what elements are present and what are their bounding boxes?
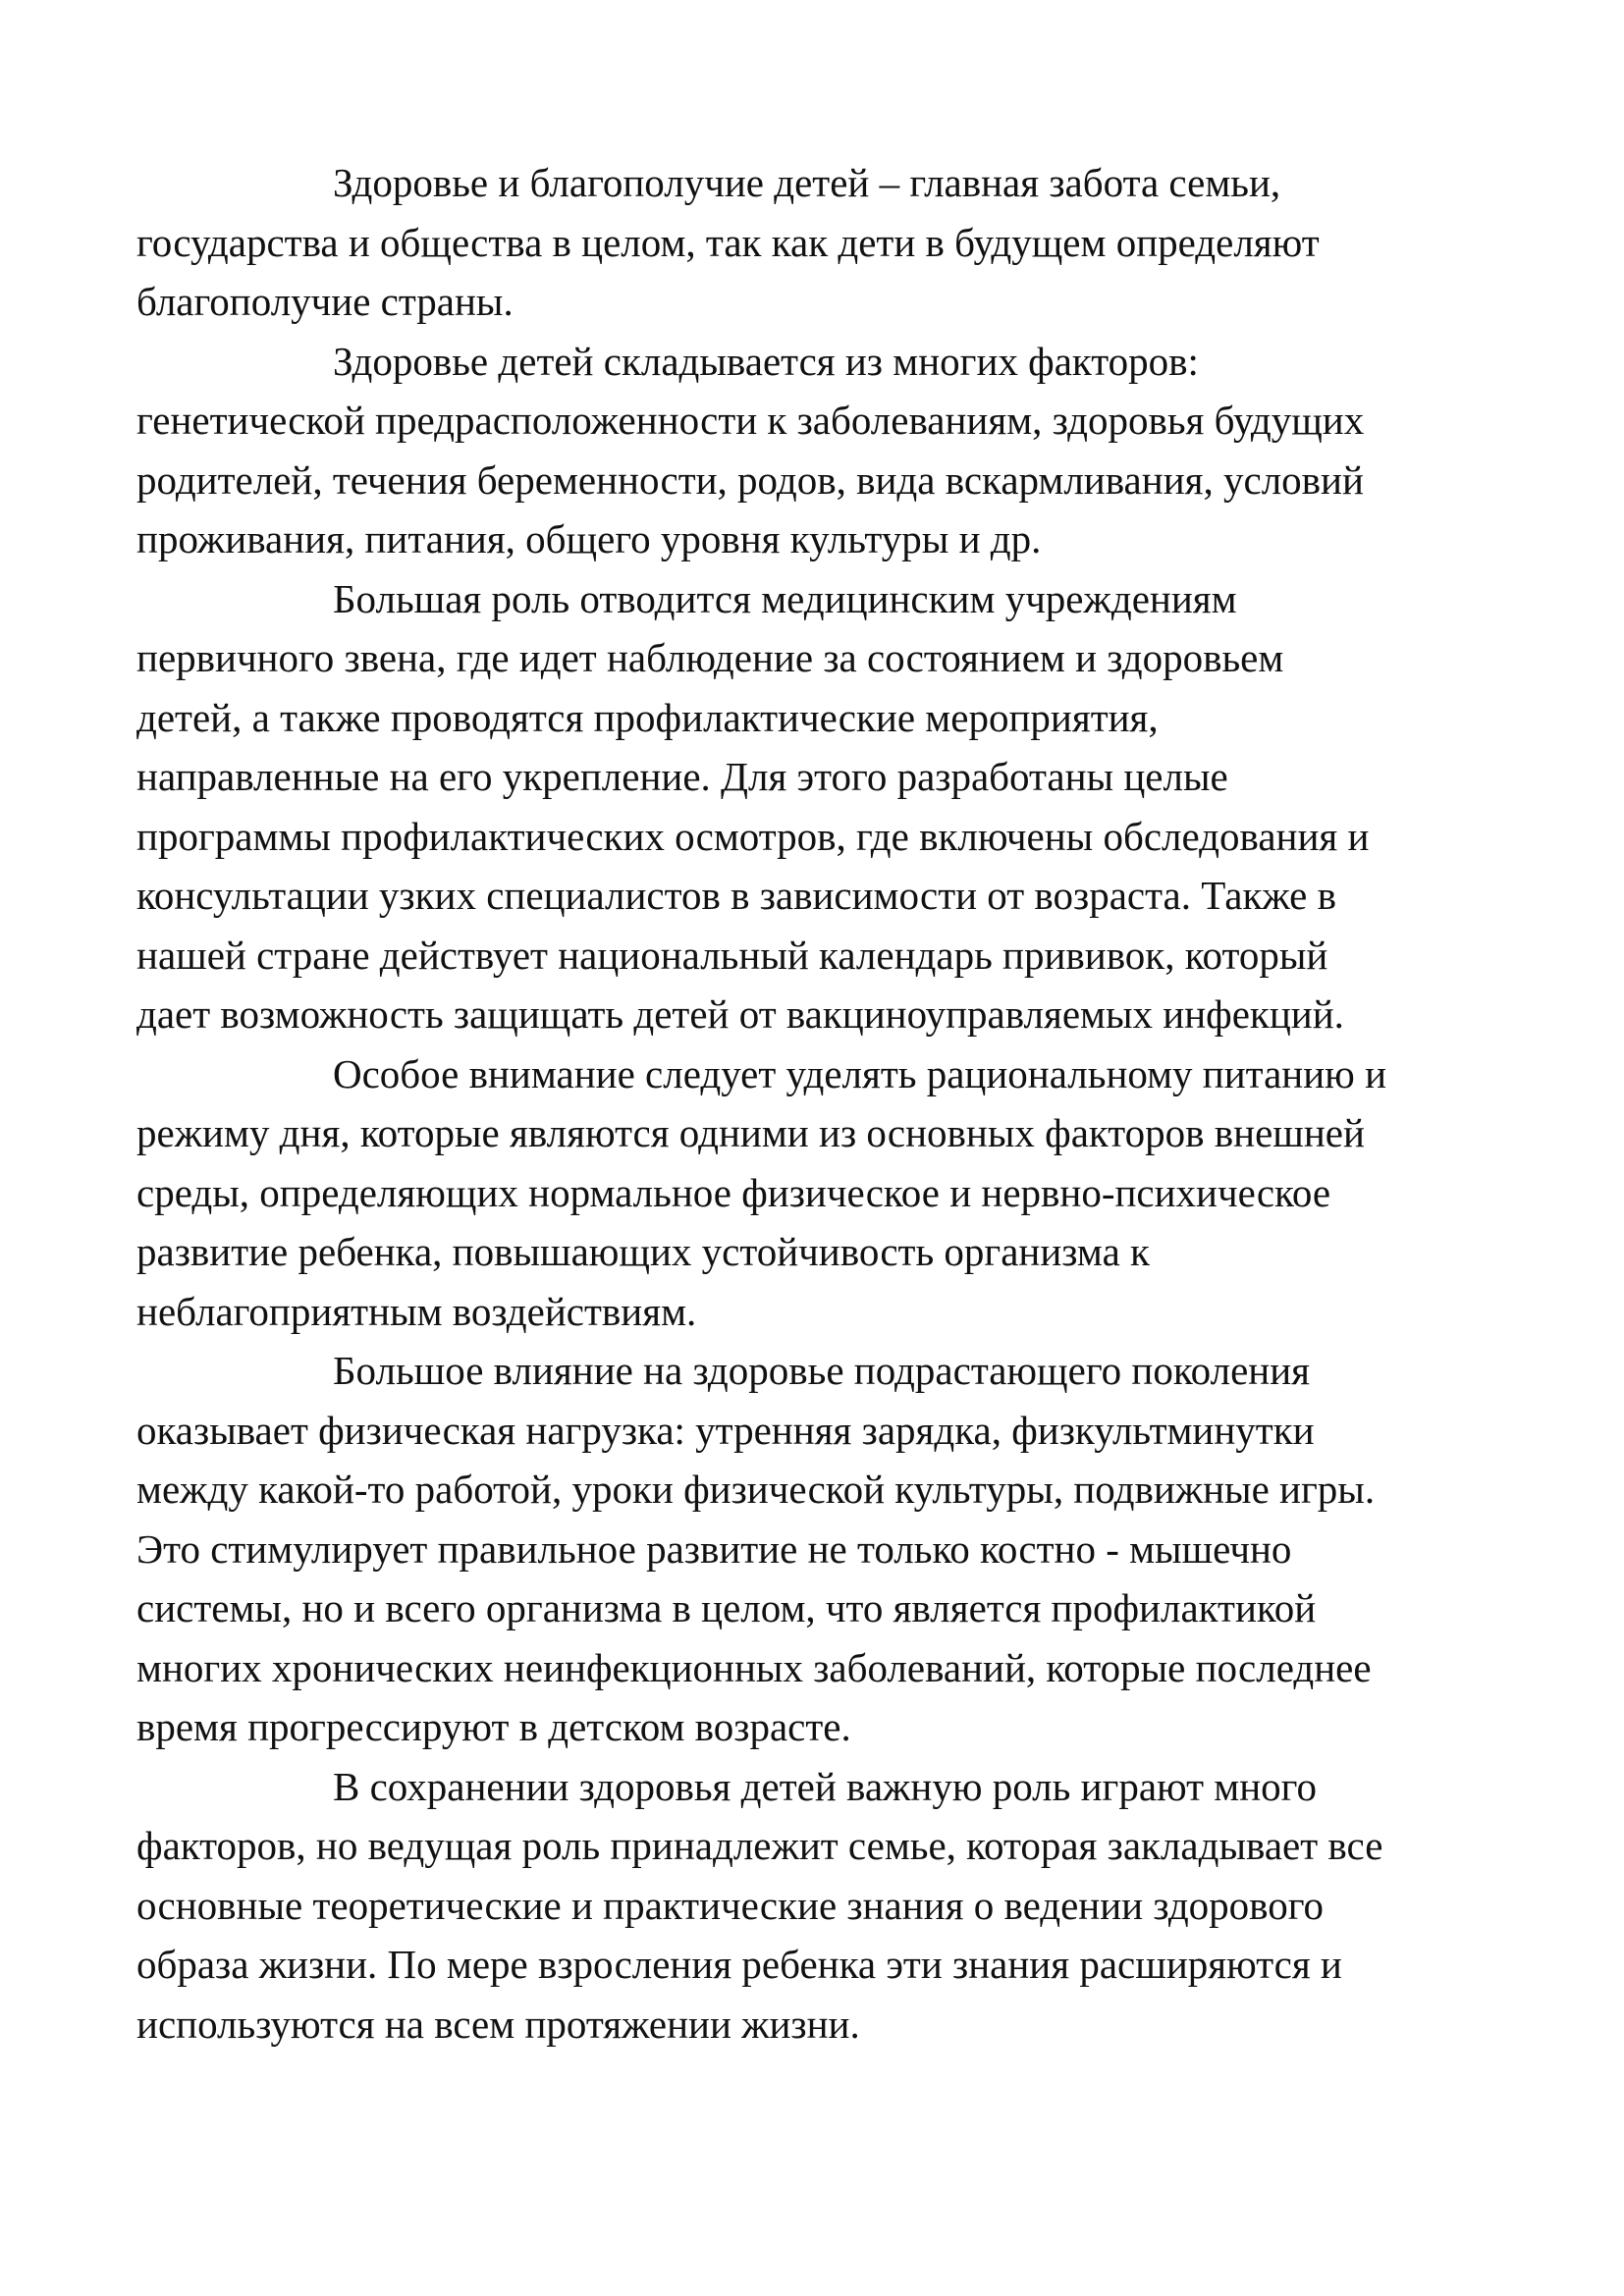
paragraph-6-line-1: В сохранении здоровья детей важную роль играют много <box>333 1763 1317 1809</box>
paragraph-4-line-4: развитие ребенка, повышающих устойчивость организма к <box>136 1229 1150 1274</box>
paragraph-6-line-4: образа жизни. По мере взросления ребенка эти знания расширяются и <box>136 1942 1342 1987</box>
document-body <box>136 153 1501 2054</box>
paragraph-5-line-2: оказывает физическая нагрузка: утренняя зарядка, физкультминутки <box>136 1407 1315 1453</box>
paragraph-5-line-3: между какой-то работой, уроки физической культуры, подвижные игры. <box>136 1467 1376 1512</box>
paragraph-3-line-7: нашей стране действует национальный календарь прививок, который <box>136 932 1328 978</box>
paragraph-3-line-1: Большая роль отводится медицинским учреждениям <box>333 575 1237 621</box>
paragraph-6-line-2: факторов, но ведущая роль принадлежит семье, которая закладывает все <box>136 1823 1383 1868</box>
paragraph-3-line-6: консультации узких специалистов в зависимости от возраста. Также в <box>136 873 1336 918</box>
paragraph-3-line-2: первичного звена, где идет наблюдение за состоянием и здоровьем <box>136 635 1284 680</box>
paragraph-4-line-5: неблагоприятным воздействиям. <box>136 1288 697 1334</box>
paragraph-5-line-5: системы, но и всего организма в целом, что является профилактикой <box>136 1585 1317 1630</box>
paragraph-3-line-8: дает возможность защищать детей от вакциноуправляемых инфекций. <box>136 991 1344 1037</box>
paragraph-4-line-3: среды, определяющих нормальное физическое и нервно-психическое <box>136 1169 1331 1215</box>
paragraph-6-line-5: используются на всем протяжении жизни. <box>136 2001 860 2047</box>
paragraph-4-line-1: Особое внимание следует уделять рациональному питанию и <box>333 1050 1387 1096</box>
paragraph-1-line-2: государства и общества в целом, так как дети в будущем определяют <box>136 219 1320 265</box>
paragraph-1-line-1: Здоровье и благополучие детей – главная забота семьи, <box>333 160 1281 205</box>
paragraph-5-line-1: Большое влияние на здоровье подрастающего поколения <box>333 1348 1311 1393</box>
paragraph-3-line-5: программы профилактических осмотров, где включены обследования и <box>136 813 1370 859</box>
paragraph-4-line-2: режиму дня, которые являются одними из основных факторов внешней <box>136 1110 1365 1155</box>
paragraph-2-line-4: проживания, питания, общего уровня культуры и др. <box>136 516 1042 561</box>
paragraph-3-line-3: детей, а также проводятся профилактические мероприятия, <box>136 694 1159 740</box>
paragraph-5-line-6: многих хронических неинфекционных заболеваний, которые последнее <box>136 1644 1372 1690</box>
paragraph-5-line-4: Это стимулирует правильное развитие не только костно - мышечно <box>136 1525 1292 1572</box>
paragraph-2-line-2: генетической предрасположенности к заболеваниям, здоровья будущих <box>136 398 1365 443</box>
paragraph-2-line-1: Здоровье детей складывается из многих факторов: <box>333 338 1199 384</box>
paragraph-1-line-3: благополучие страны. <box>136 279 514 324</box>
paragraph-3-line-4: направленные на его укрепление. Для этого разработаны целые <box>136 754 1228 799</box>
paragraph-6-line-3: основные теоретические и практические знания о ведении здорового <box>136 1882 1325 1928</box>
paragraph-5-line-7: время прогрессируют в детском возрасте. <box>136 1704 851 1749</box>
paragraph-2-line-3: родителей, течения беременности, родов, вида вскармливания, условий <box>136 456 1364 503</box>
